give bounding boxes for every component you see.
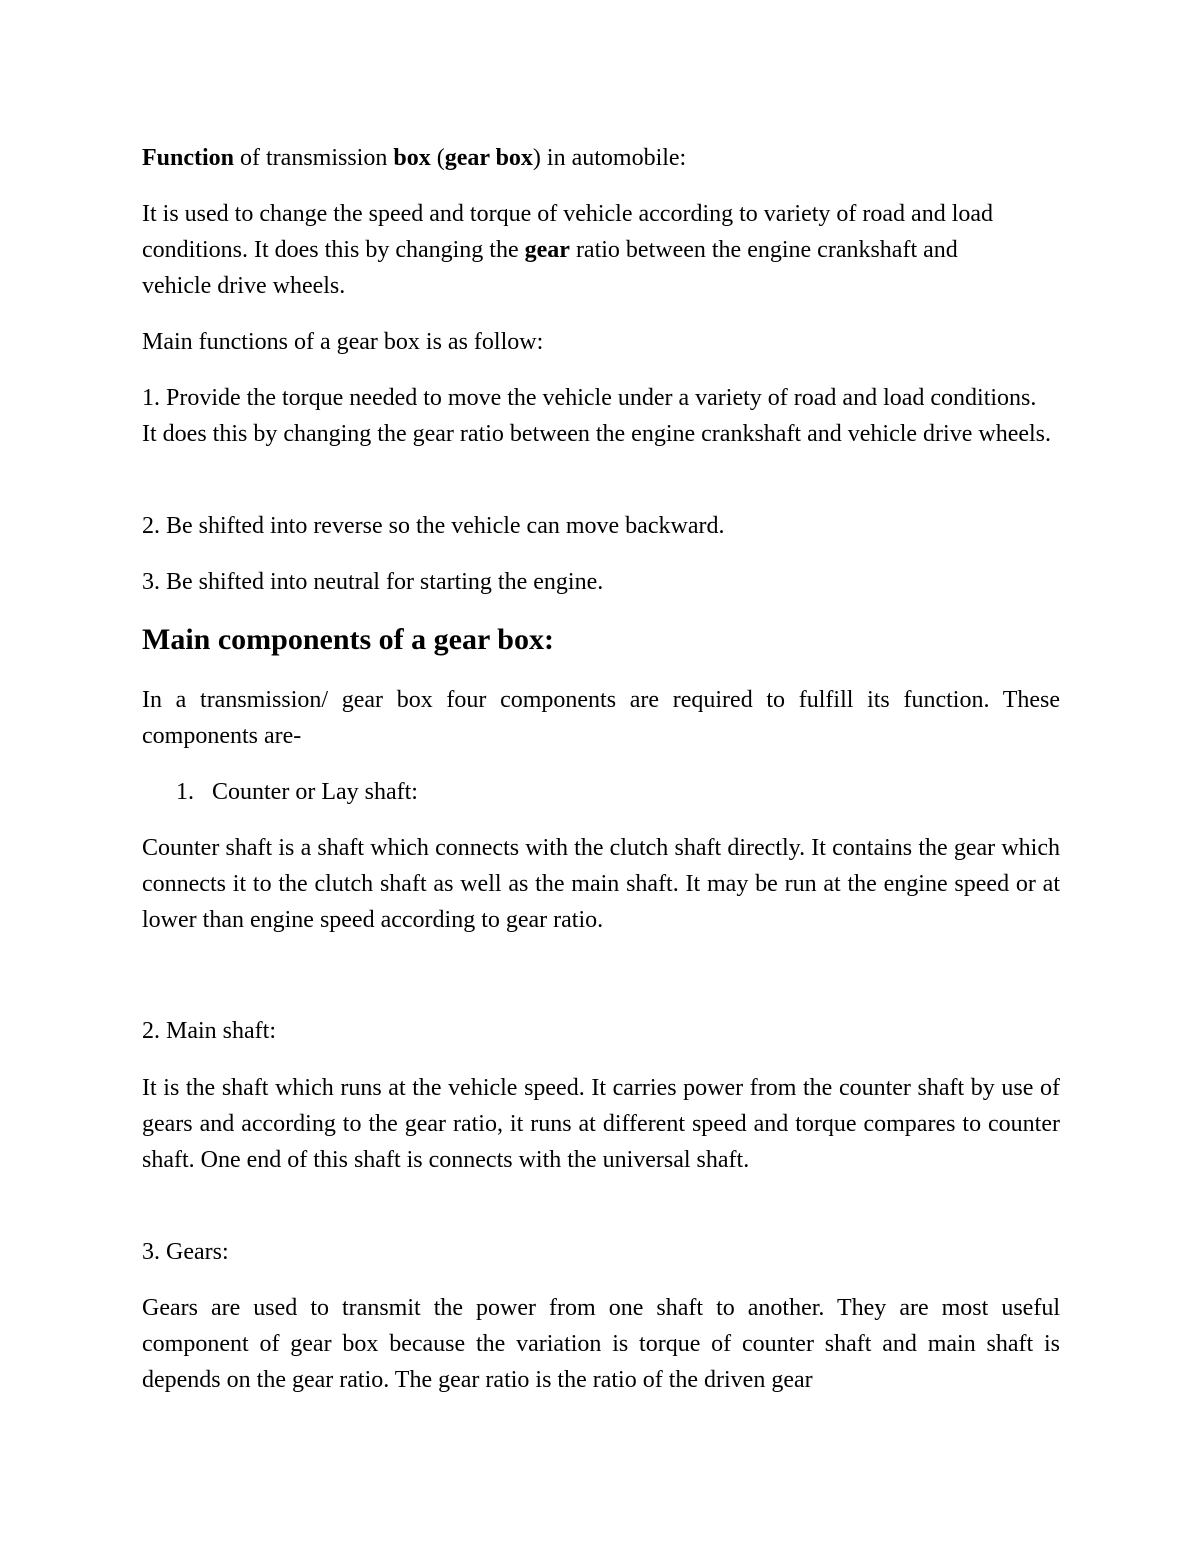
component-2-body: It is the shaft which runs at the vehicle speed. It carries power from the counter shaft by use of gears and according to the gear ratio, it runs at different speed and torque compares to counter shaft. One end of this shaft is connects with the universal shaft. bbox=[142, 1075, 1060, 1173]
function-item-1: 1. Provide the torque needed to move the vehicle under a variety of road and load conditions. It does this by changing the gear ratio between the engine crankshaft and vehicle drive wheels. bbox=[142, 385, 1051, 447]
intro-p1-text-b: ratio between the engine crankshaft and vehicle drive wheels. bbox=[142, 237, 958, 299]
component-2-title: 2. Main shaft: bbox=[142, 1018, 276, 1044]
function-item-3: 3. Be shifted into neutral for starting the engine. bbox=[142, 569, 604, 595]
component-3-body: Gears are used to transmit the power from one shaft to another. They are most useful component of gear box because the variation is torque of counter shaft and main shaft is depends on the gear ratio. The gear ratio is the ratio of the driven gear bbox=[142, 1295, 1060, 1393]
component-3-title: 3. Gears: bbox=[142, 1239, 229, 1265]
intro-title bbox=[142, 140, 1060, 176]
component-1-body: Counter shaft is a shaft which connects with the clutch shaft directly. It contains the gear which connects it to the clutch shaft as well as the main shaft. It may be run at the engine speed or at lower than engine speed according to gear ratio. bbox=[142, 835, 1060, 933]
components-intro: In a transmission/ gear box four components are required to fulfill its function. These components are- bbox=[142, 687, 1060, 749]
intro-p1-text-a: It is used to change the speed and torque of vehicle according to variety of road and load conditions. It does this by changing the bbox=[142, 201, 994, 263]
title-word-gear-box: gear box bbox=[444, 145, 533, 171]
components-heading: Main components of a gear box: bbox=[142, 623, 554, 656]
title-word-function: Function bbox=[142, 145, 235, 171]
title-text-a: of transmission bbox=[234, 145, 394, 171]
title-word-box: box bbox=[393, 145, 431, 171]
component-1-number: 1. bbox=[176, 779, 194, 805]
title-text-c: ) in automobile: bbox=[532, 145, 687, 171]
title-text-b: ( bbox=[430, 145, 445, 171]
component-1-title: Counter or Lay shaft: bbox=[212, 779, 418, 805]
intro-paragraph-2: Main functions of a gear box is as follow: bbox=[142, 329, 544, 355]
intro-paragraph-1 bbox=[142, 196, 1032, 304]
intro-p1-bold-gear: gear bbox=[524, 237, 570, 263]
function-item-2: 2. Be shifted into reverse so the vehicle can move backward. bbox=[142, 513, 725, 539]
